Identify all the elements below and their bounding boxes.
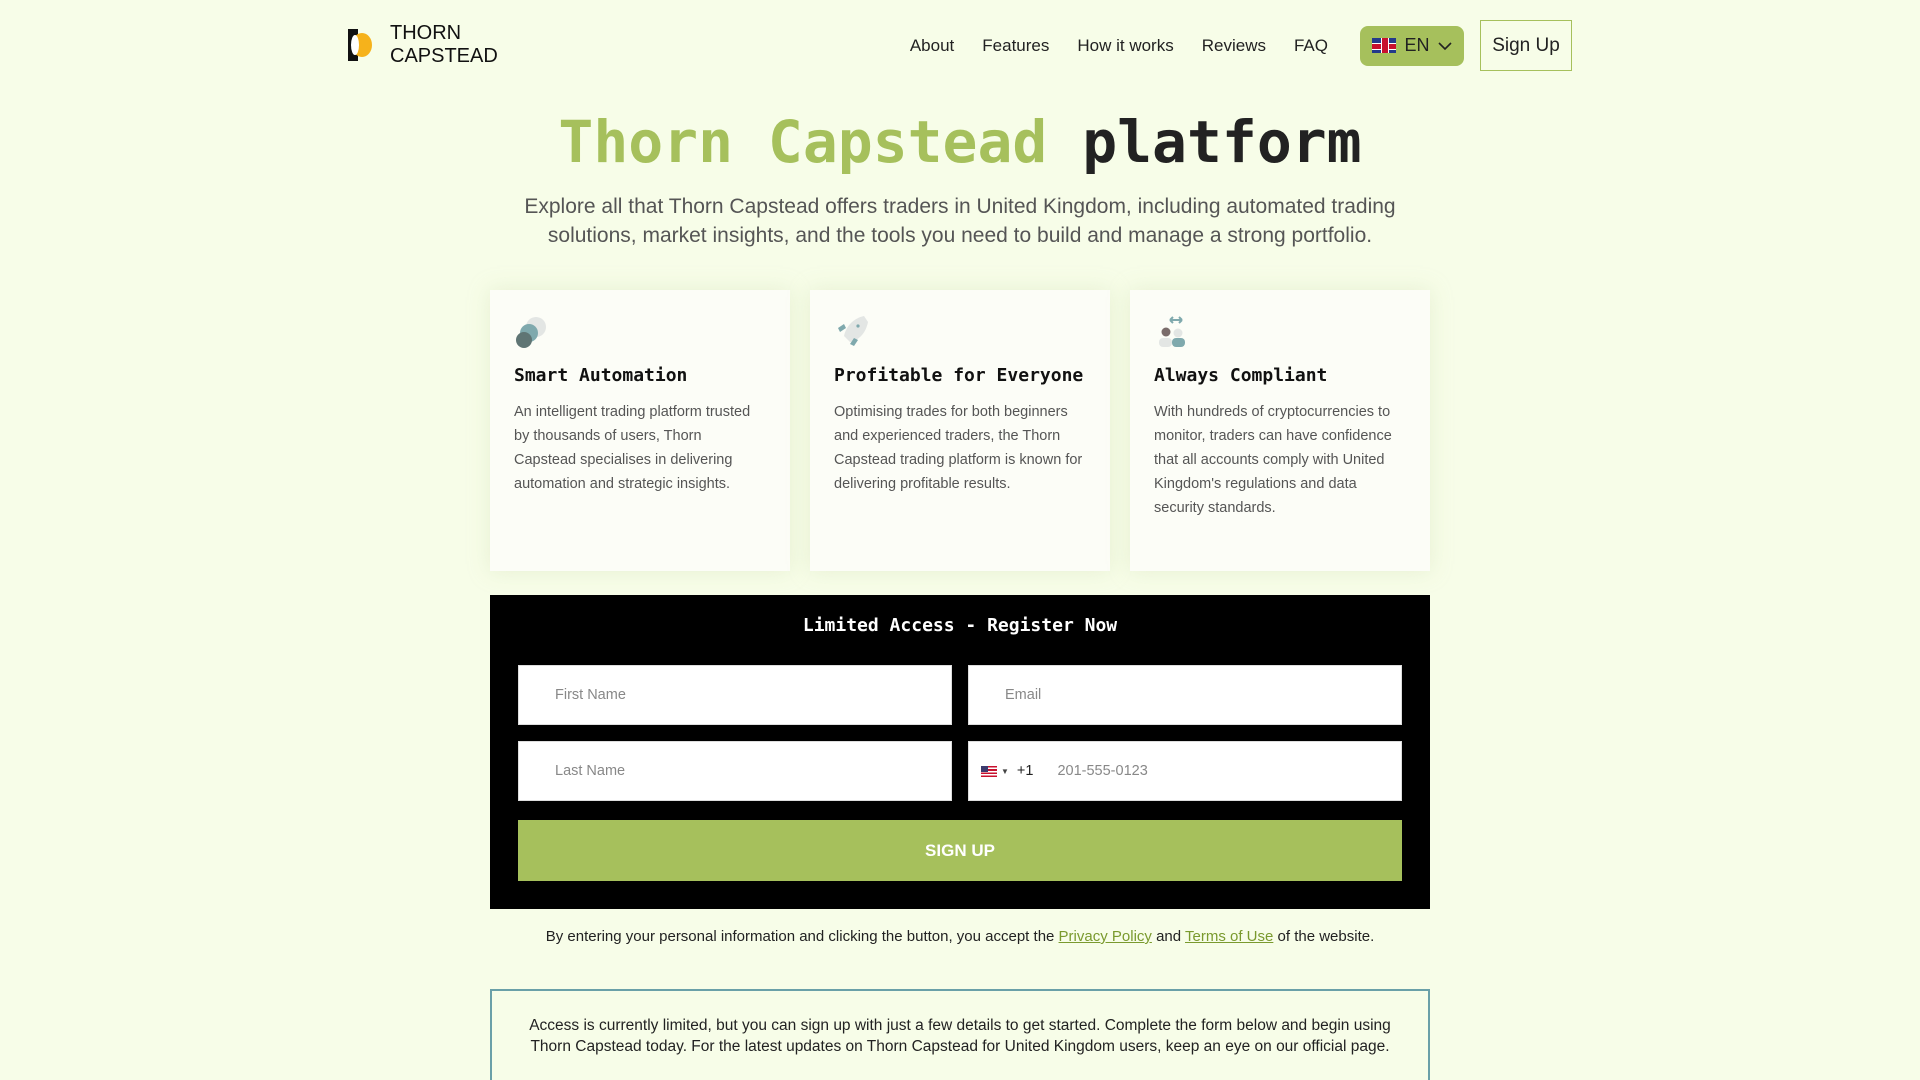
disclaimer-text: and	[1151, 928, 1185, 945]
nav-reviews[interactable]: Reviews	[1201, 35, 1266, 55]
phone-placeholder: 201-555-0123	[1057, 763, 1148, 779]
card-text: With hundreds of cryptocurrencies to monitor, traders can have confidence that all accounts comply with United Kingdom's regulations and data security standards.	[1154, 404, 1392, 516]
email-input[interactable]	[968, 665, 1402, 725]
feature-card	[490, 290, 790, 571]
nav	[910, 20, 1572, 71]
logo-icon	[348, 29, 376, 61]
dial-code: +1	[1016, 763, 1034, 779]
signup-submit-button[interactable]: SIGN UP	[518, 820, 1402, 881]
header	[348, 0, 1572, 90]
first-name-input[interactable]	[518, 665, 952, 725]
first-name-placeholder: First Name	[555, 687, 626, 703]
circles-icon	[514, 314, 554, 350]
disclaimer	[0, 928, 1920, 945]
card-text: Optimising trades for both beginners and experienced traders, the Thorn Capstead trading platform is known for delivering profitable results.	[834, 404, 1083, 492]
language-label: EN	[1404, 35, 1430, 55]
title-rest: platform	[1082, 108, 1362, 176]
card-text: An intelligent trading platform trusted by thousands of users, Thorn Capstead specialises in delivering automation and strategic insights.	[514, 404, 751, 492]
nav-how-it-works[interactable]: How it works	[1077, 35, 1174, 55]
uk-flag-icon	[1372, 38, 1396, 53]
info-note: Access is currently limited, but you can sign up with just a few details to get started. Complete the form below and begin using Thorn Capstead today. For the latest updates on Thorn Capstead for United Kingdom users, keep an eye on our official page.	[490, 989, 1430, 1080]
rocket-icon	[834, 314, 874, 350]
last-name-input[interactable]	[518, 741, 952, 801]
phone-input[interactable]	[968, 741, 1402, 801]
page-title	[0, 108, 1920, 176]
feature-card	[1130, 290, 1430, 571]
disclaimer-text: By entering your personal information and clicking the button, you accept the	[545, 928, 1059, 945]
subtitle: Explore all that Thorn Capstead offers traders in United Kingdom, including automated trading solutions, market insights, and the tools you need to build and manage a strong portfolio.	[524, 195, 1396, 247]
language-selector[interactable]	[1360, 26, 1464, 66]
privacy-policy-link[interactable]: Privacy Policy	[1058, 928, 1152, 945]
signup-header-button[interactable]: Sign Up	[1480, 20, 1572, 71]
form-title: Limited Access - Register Now	[802, 615, 1118, 636]
us-flag-icon[interactable]	[981, 766, 997, 777]
card-title: Profitable for Everyone	[834, 365, 1084, 386]
logo[interactable]	[348, 22, 498, 68]
nav-faq[interactable]: FAQ	[1293, 35, 1328, 55]
last-name-placeholder: Last Name	[555, 763, 626, 779]
card-title: Always Compliant	[1154, 365, 1328, 386]
feature-card	[810, 290, 1110, 571]
card-title: Smart Automation	[514, 365, 688, 386]
register-form	[490, 595, 1430, 909]
disclaimer-text: of the website.	[1273, 928, 1375, 945]
caret-down-icon[interactable]: ▼	[1001, 766, 1009, 776]
users-exchange-icon	[1154, 314, 1194, 350]
nav-features[interactable]: Features	[982, 35, 1050, 55]
nav-about[interactable]: About	[909, 35, 955, 55]
terms-link[interactable]: Terms of Use	[1185, 928, 1274, 945]
chevron-down-icon	[1438, 35, 1452, 56]
email-placeholder: Email	[1005, 687, 1042, 703]
logo-line1: THORN	[390, 22, 462, 44]
title-brand: Thorn Capstead	[558, 108, 1048, 176]
logo-line2: CAPSTEAD	[390, 45, 498, 67]
